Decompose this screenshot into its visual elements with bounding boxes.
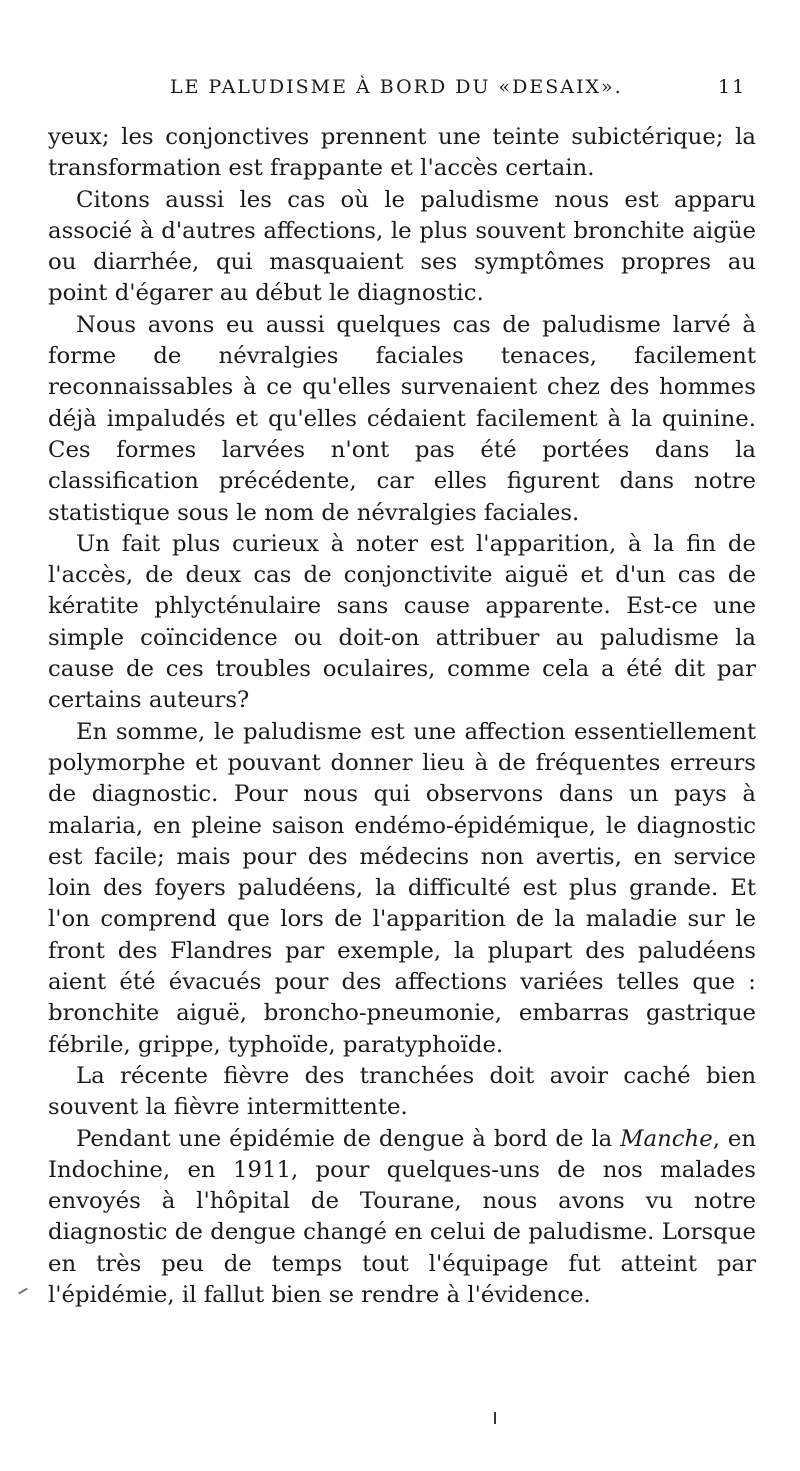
print-speck-mark bbox=[494, 1412, 496, 1424]
body-text bbox=[48, 122, 756, 1311]
page-number: 11 bbox=[718, 76, 747, 98]
paragraph-7-start: Pendant une épidémie de dengue à bord de la bbox=[76, 1125, 621, 1152]
paragraph-1-continued: yeux; les conjonctives prennent une teinte subictérique; la transformation est frappante et l'accès certain. bbox=[48, 124, 756, 182]
ship-name-italic: Manche bbox=[620, 1125, 713, 1152]
paragraph-2: Citons aussi les cas où le paludisme nous est apparu associé à d'autres affections, le plus souvent bronchite aigüe ou diarrhée, qui masquaient ses symptômes propres au point d'égarer au début le diagnostic. bbox=[48, 186, 756, 307]
paragraph-3: Nous avons eu aussi quelques cas de paludisme larvé à forme de névralgies faciales tenaces, facilement reconnaissables à ce qu'elles survenaient chez des hommes déjà impaludés et qu'elles cédaient facilement à la quinine. Ces formes larvées n'ont pas été portées dans la classification précédente, car elles figurent dans notre statistique sous le nom de névralgies faciales. bbox=[48, 311, 756, 526]
margin-mark bbox=[18, 1288, 28, 1295]
paragraph-6: La récente fièvre des tranchées doit avoir caché bien souvent la fièvre intermittente. bbox=[48, 1062, 756, 1121]
paragraph-7 bbox=[48, 1124, 756, 1312]
running-head-title: LE PALUDISME À BORD DU «DESAIX». bbox=[170, 76, 623, 98]
paragraph-5: En somme, le paludisme est une affection essentiellement polymorphe et pouvant donner lieu à de fréquentes erreurs de diagnostic. Pour nous qui observons dans un pays à malaria, en pleine saison endémo-épidémique, le diagnostic est facile; mais pour des médecins non avertis, en service loin des foyers paludéens, la difficulté est plus grande. Et l'on comprend que lors de l'apparition de la maladie sur le front des Flandres par exemple, la plupart des paludéens aient été évacués pour des affections variées telles que : bronchite aiguë, broncho-pneumonie, embarras gastrique fébrile, grippe, typhoïde, paratyphoïde. bbox=[48, 718, 756, 1058]
paragraph-4: Un fait plus curieux à noter est l'apparition, à la fin de l'accès, de deux cas de conjonctivite aiguë et d'un cas de kératite phlycténulaire sans cause apparente. Est-ce une simple coïncidence ou doit-on attribuer au paludisme la cause de ces troubles oculaires, comme cela a été dit par certains auteurs? bbox=[48, 530, 756, 714]
paragraph-7-end: , en Indochine, en 1911, pour quelques-uns de nos malades envoyés à l'hôpital de Tourane, nous avons vu notre diagnostic de dengue changé en celui de paludisme. Lorsque en très peu de temps tout l'équipage fut atteint par l'épidémie, il fallut bien se rendre à l'évidence. bbox=[48, 1125, 757, 1308]
